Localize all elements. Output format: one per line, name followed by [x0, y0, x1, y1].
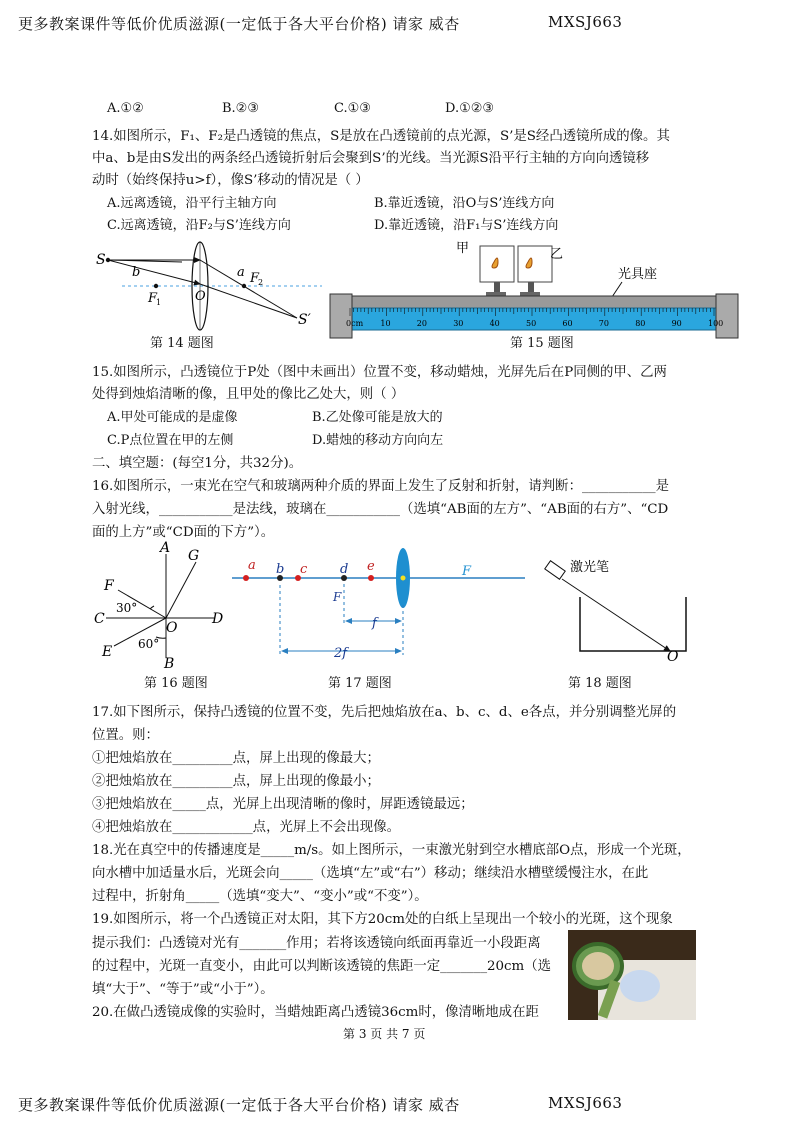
fig16-label-B: B [164, 656, 175, 672]
q17-line-6: ④把烛焰放在____________点，光屏上不会出现像。 [92, 820, 400, 835]
q15-line-1: 15.如图所示，凸透镜位于P处（图中未画出）位置不变，移动蜡烛，光屏先后在P同侧的甲、乙两 [92, 365, 667, 380]
fig18-tank [580, 597, 686, 651]
fig17-label-F-left: F [333, 590, 342, 604]
figure-15 [328, 238, 740, 340]
fig17-label-a: a [248, 558, 256, 573]
q18-line-1: 18.光在真空中的传播速度是_____m/s。如上图所示，一束激光射到空水槽底部O点，形成一个光斑， [92, 843, 691, 858]
q14-option-a: A.远离透镜，沿平行主轴方向 [107, 196, 277, 211]
fig16-label-C: C [94, 611, 105, 627]
fig17-label-2f: 2f [334, 646, 348, 661]
q17-line-4: ②把烛焰放在_________点，屏上出现的像最小； [92, 774, 380, 789]
fig17-label-f: f [372, 616, 377, 631]
fig14-label-F1-sub: 1 [156, 298, 162, 307]
fig18-label-O: O [667, 649, 679, 665]
fig16-label-G: G [188, 548, 200, 564]
fig18-caption: 第 18 题图 [568, 676, 632, 691]
q15-option-a: A.甲处可能成的是虚像 [107, 410, 238, 425]
fig17-caption: 第 17 题图 [328, 676, 392, 691]
fig16-label-60: 60° [138, 637, 160, 651]
header-code: MXSJ663 [548, 13, 623, 31]
page-footer [18, 1094, 460, 1115]
q13-option-c: C.①③ [334, 101, 371, 116]
ruler-label: 50 [526, 319, 537, 328]
q19-photo [568, 930, 696, 1020]
fig14-label-S: S [96, 252, 106, 268]
q19-line-1: 19.如图所示，将一个凸透镜正对太阳，其下方20cm处的白纸上呈现出一个较小的光斑，这个现象 [92, 912, 673, 927]
footer-text: 更多教案课件等低价优质滋源(一定低于各大平台价格) 请家 威杏 [18, 1096, 460, 1114]
ruler-label: 60 [562, 319, 573, 328]
fig16-label-F: F [104, 578, 114, 594]
q14-line-3: 动时（始终保持u>f），像S’移动的情况是（ ） [92, 173, 369, 188]
fig15-screen-yi [518, 246, 552, 282]
fig15-caption: 第 15 题图 [510, 336, 574, 351]
fig16-label-D: D [212, 611, 224, 627]
q14-option-b: B.靠近透镜，沿O与S’连线方向 [374, 196, 555, 211]
q15-option-c: C.P点位置在甲的左侧 [107, 433, 234, 448]
footer-code: MXSJ663 [548, 1094, 623, 1112]
fig14-label-O: O [195, 289, 206, 304]
fig14-caption: 第 14 题图 [150, 336, 214, 351]
q20-line-1: 20.在做凸透镜成像的实验时，当蜡烛距离凸透镜36cm时，像清晰地成在距 [92, 1005, 539, 1020]
q15-option-d: D.蜡烛的移动方向向左 [312, 433, 444, 448]
fig16-label-O: O [166, 620, 178, 636]
q19-line-3: 的过程中，光斑一直变小，由此可以判断该透镜的焦距一定_______20cm（选 [92, 959, 552, 974]
q14-option-d: D.靠近透镜，沿F₁与S’连线方向 [374, 218, 559, 233]
fig15-label-jia: 甲 [456, 241, 470, 256]
figure-17 [230, 545, 540, 665]
fig17-label-d: d [340, 562, 349, 577]
figure-18 [540, 555, 700, 665]
header-text: 更多教案课件等低价优质滋源(一定低于各大平台价格) 请家 威杏 [18, 15, 460, 33]
fig14-label-Sprime: S′ [298, 312, 311, 328]
q13-option-b: B.②③ [222, 101, 259, 116]
q18-line-3: 过程中，折射角_____（选填“变大”、“变小”或“不变”）。 [92, 889, 428, 904]
page-header [18, 13, 460, 34]
q15-option-b: B.乙处像可能是放大的 [312, 410, 443, 425]
q15-line-2: 处得到烛焰清晰的像，且甲处的像比乙处大，则（ ） [92, 387, 405, 402]
fig16-label-A: A [160, 540, 171, 556]
fig18-label-laser: 激光笔 [570, 560, 610, 575]
fig18-laser [545, 561, 565, 580]
q17-line-2: 位置。则： [92, 728, 159, 743]
q16-line-3: 面的上方”或“CD面的下方”）。 [92, 525, 275, 540]
q16-line-2: 入射光线，___________是法线，玻璃在___________（选填“AB面的左方”、“AB面的右方”、“CD [92, 502, 669, 517]
fig14-label-F2-sub: 2 [258, 278, 264, 287]
q17-line-5: ③把烛焰放在_____点，光屏上出现清晰的像时，屏距透镜最远； [92, 797, 474, 812]
fig16-label-E: E [102, 644, 113, 660]
fig17-point-a [243, 575, 249, 581]
fig17-label-b: b [276, 562, 285, 577]
fig17-label-F: F [462, 564, 472, 579]
ruler-label: 90 [671, 319, 682, 328]
ruler-label: 70 [598, 319, 609, 328]
ruler-label: 80 [635, 319, 646, 328]
q17-line-3: ①把烛焰放在_________点，屏上出现的像最大； [92, 751, 380, 766]
fig14-label-a: a [237, 265, 245, 280]
fig17-label-c: c [300, 562, 308, 577]
q14-line-2: 中a、b是由S发出的两条经凸透镜折射后会聚到S’的光线。当光源S沿平行主轴的方向向透镜移 [92, 151, 650, 166]
ruler-label: 30 [453, 319, 464, 328]
q14-line-1: 14.如图所示，F₁、F₂是凸透镜的焦点，S是放在凸透镜前的点光源，S’是S经凸透镜所成的像。其 [92, 129, 670, 144]
ruler-label: 10 [380, 319, 391, 328]
fig15-label-yi: 乙 [550, 247, 564, 262]
figure-14 [92, 240, 332, 340]
fig14-label-b: b [132, 265, 141, 280]
q13-option-a: A.①② [107, 101, 144, 116]
fig15-label-bench: 光具座 [618, 267, 658, 282]
figure-16 [92, 540, 232, 670]
fig17-label-e: e [367, 559, 375, 574]
fig14-label-F1: F [148, 291, 158, 306]
fig17-point-e [368, 575, 374, 581]
q16-line-1: 16.如图所示，一束光在空气和玻璃两种介质的界面上发生了反射和折射，请判断：___________是 [92, 479, 670, 494]
ruler-label: 40 [489, 319, 500, 328]
ruler-label: 0cm [346, 319, 364, 328]
ruler-label: 20 [416, 319, 427, 328]
fig16-caption: 第 16 题图 [144, 676, 208, 691]
page-number: 第 3 页 共 7 页 [343, 1027, 426, 1041]
q19-line-4: 填“大于”、“等于”或“小于”）。 [92, 982, 274, 997]
q14-option-c: C.远离透镜，沿F₂与S’连线方向 [107, 218, 291, 233]
q17-line-1: 17.如下图所示，保持凸透镜的位置不变，先后把烛焰放在a、b、c、d、e各点，并分别调整光屏的 [92, 705, 677, 720]
q13-option-d: D.①②③ [445, 101, 495, 116]
q18-line-2: 向水槽中加适量水后，光斑会向_____（选填“左”或“右”）移动；继续沿水槽壁缓慢注水，在此 [92, 866, 649, 881]
fig14-label-F2: F [250, 271, 260, 286]
ruler-label: 100 [708, 319, 724, 328]
q19-line-2: 提示我们：凸透镜对光有_______作用；若将该透镜向纸面再靠近一小段距离 [92, 936, 541, 951]
section-2-title: 二、填空题：(每空1分，共32分)。 [92, 456, 303, 471]
fig16-label-30: 30° [116, 601, 138, 615]
